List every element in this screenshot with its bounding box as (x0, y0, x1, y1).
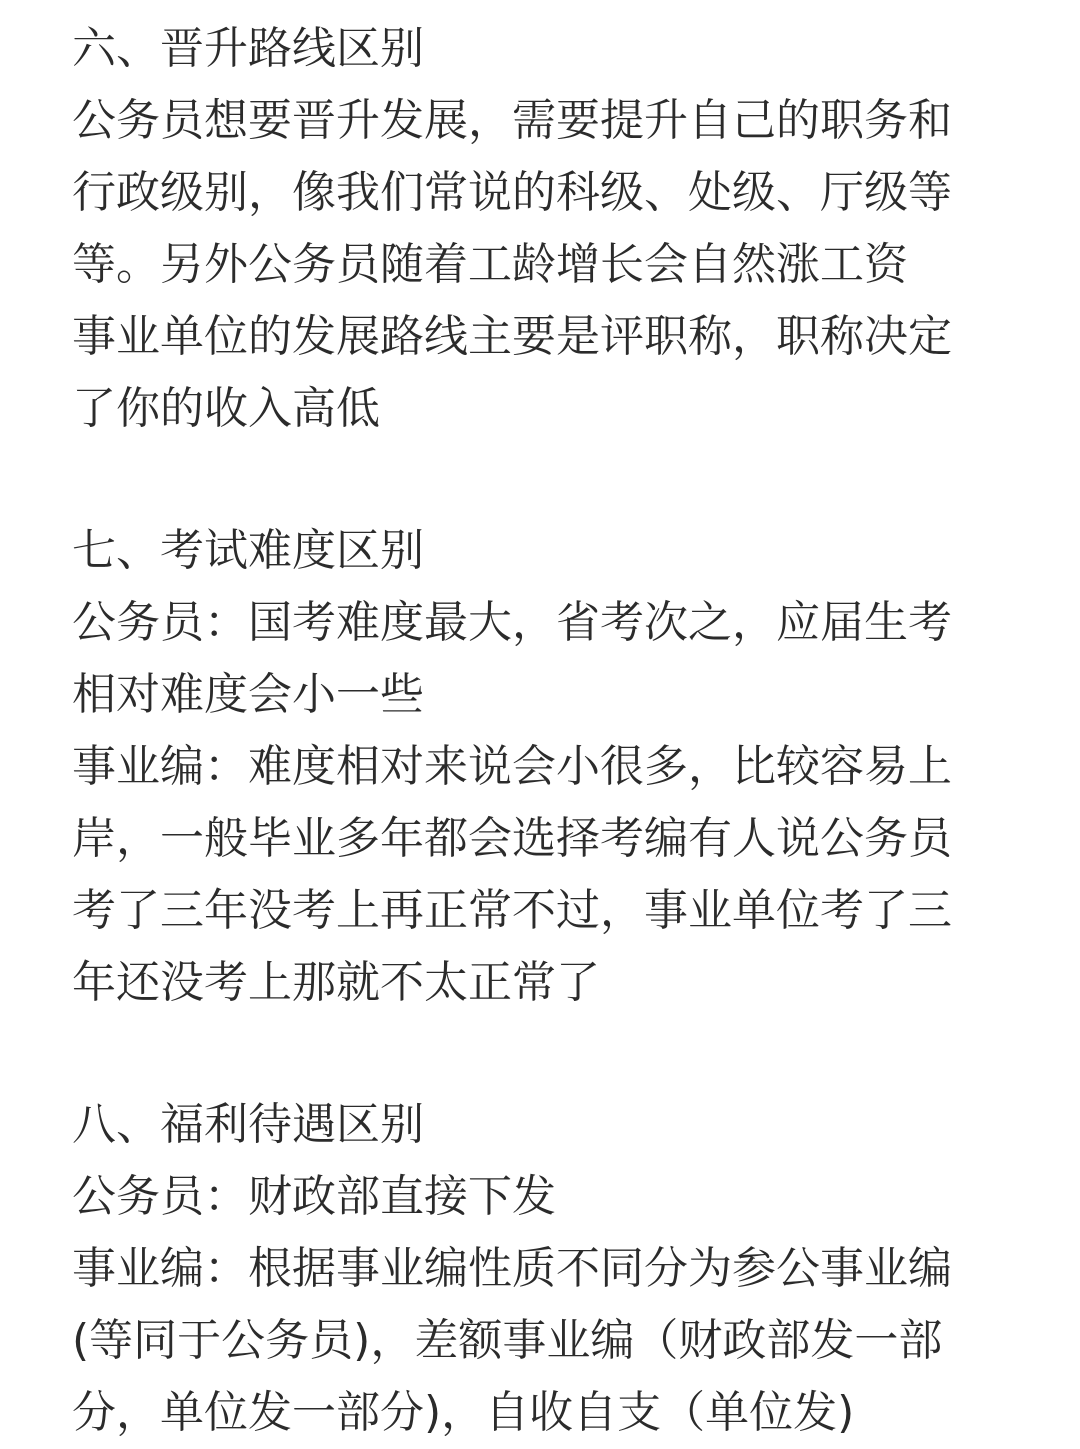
paragraph-line: 公务员：国考难度最大，省考次之，应届生考 (72, 597, 952, 648)
section-exam-difficulty (72, 515, 1012, 1019)
paragraph-line: 行政级别，像我们常说的科级、处级、厅级等 (72, 167, 952, 218)
paragraph-line: 公务员想要晋升发展，需要提升自己的职务和 (72, 95, 952, 146)
paragraph-line: 公务员：财政部直接下发 (72, 1171, 556, 1222)
paragraph-line: 岸，一般毕业多年都会选择考编有人说公务员 (72, 813, 952, 864)
paragraph-line: 了你的收入高低 (72, 383, 380, 434)
paragraph-line: 年还没考上那就不太正常了 (72, 957, 600, 1008)
section-welfare-benefits (72, 1089, 1012, 1449)
paragraph-line: 事业编：难度相对来说会小很多，比较容易上 (72, 741, 952, 792)
section-spacer (72, 445, 1012, 515)
section-spacer (72, 1019, 1012, 1089)
paragraph-line: 事业编：根据事业编性质不同分为参公事业编 (72, 1243, 952, 1294)
section-heading: 六、晋升路线区别 (72, 23, 424, 74)
section-heading: 七、考试难度区别 (72, 525, 424, 576)
section-promotion-route (72, 13, 1012, 445)
article-body (72, 13, 1012, 1449)
section-heading: 八、福利待遇区别 (72, 1099, 424, 1150)
paragraph-line: 事业单位的发展路线主要是评职称，职称决定 (72, 311, 952, 362)
paragraph-line: 等。另外公务员随着工龄增长会自然涨工资 (72, 239, 908, 290)
paragraph-line: 考了三年没考上再正常不过，事业单位考了三 (72, 885, 952, 936)
paragraph-line: 分，单位发一部分)，自收自支（单位发) (72, 1387, 855, 1438)
paragraph-line: (等同于公务员)，差额事业编（财政部发一部 (72, 1315, 943, 1366)
paragraph-line: 相对难度会小一些 (72, 669, 424, 720)
